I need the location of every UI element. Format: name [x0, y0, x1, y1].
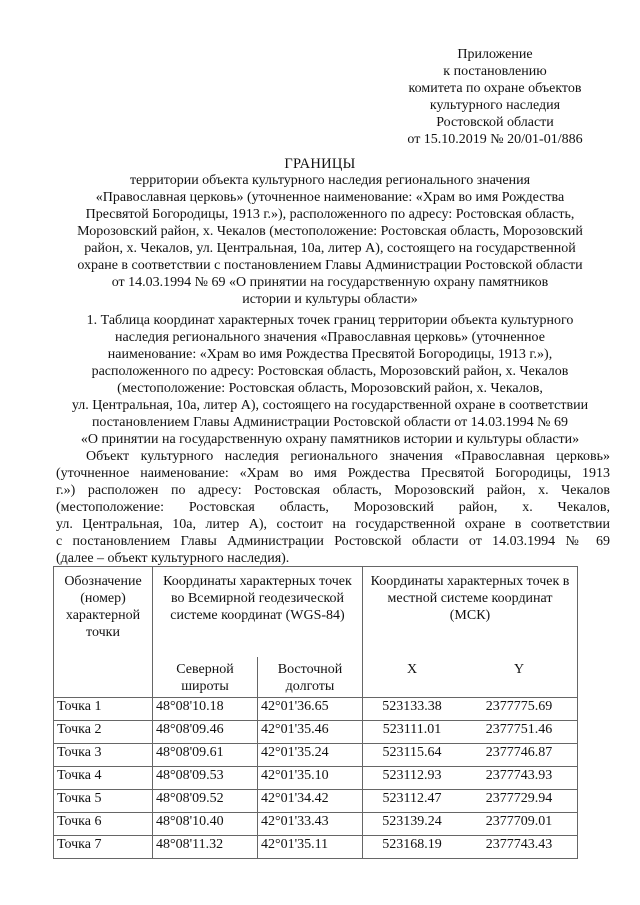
subtitle-line: охране в соответствии с постановлением Главы Администрации Ростовской области	[77, 258, 583, 273]
latitude-cell: 48°08'10.18	[153, 698, 258, 721]
point-name-cell: Точка 3	[54, 744, 153, 767]
paragraph-line: (далее – объект культурного наследия).	[56, 551, 290, 566]
x-coordinate-cell: 523139.24	[363, 813, 462, 836]
header-longitude: Восточной долготы	[258, 657, 363, 698]
table-row	[54, 813, 578, 836]
latitude-cell: 48°08'10.40	[153, 813, 258, 836]
longitude-cell: 42°01'33.43	[258, 813, 363, 836]
latitude-cell: 48°08'09.61	[153, 744, 258, 767]
point-name-cell: Точка 2	[54, 721, 153, 744]
section-line: (местоположение: Ростовская область, Морозовский район, х. Чекалов,	[117, 381, 543, 396]
subtitle-line: от 14.03.1994 № 69 «О принятии на государственную охрану памятников	[111, 275, 549, 290]
longitude-cell: 42°01'35.24	[258, 744, 363, 767]
y-coordinate-cell: 2377729.94	[461, 790, 578, 813]
longitude-cell: 42°01'35.11	[258, 836, 363, 859]
section-line: наименование: «Храм во имя Рождества Пресвятой Богородицы, 1913 г.»),	[107, 347, 553, 362]
table-row	[54, 836, 578, 859]
header-point-id: Обозначение (номер) характерной точки	[54, 567, 153, 698]
x-coordinate-cell: 523112.93	[363, 767, 462, 790]
appendix-line: Приложение	[457, 47, 533, 62]
longitude-cell: 42°01'36.65	[258, 698, 363, 721]
section-line: «О принятии на государственную охрану памятников истории и культуры области»	[80, 432, 580, 447]
appendix-line: культурного наследия	[429, 98, 561, 113]
document-subtitle	[50, 172, 610, 308]
subtitle-line: территории объекта культурного наследия регионального значения	[129, 173, 531, 188]
longitude-cell: 42°01'35.10	[258, 767, 363, 790]
point-name-cell: Точка 4	[54, 767, 153, 790]
subtitle-line: «Православная церковь» (уточненное наименование: «Храм во имя Рождества	[95, 190, 565, 205]
longitude-cell: 42°01'35.46	[258, 721, 363, 744]
subtitle-line: Пресвятой Богородицы, 1913 г.»), расположенного по адресу: Ростовская область,	[85, 207, 575, 222]
point-name-cell: Точка 5	[54, 790, 153, 813]
y-coordinate-cell: 2377709.01	[461, 813, 578, 836]
paragraph-line: с постановлением Главы Администрации Ростовской области от 14.03.1994 № 69	[56, 534, 610, 549]
point-name-cell: Точка 6	[54, 813, 153, 836]
x-coordinate-cell: 523112.47	[363, 790, 462, 813]
paragraph-line: (уточненное наименование: «Храм во имя Рождества Пресвятой Богородицы, 1913	[56, 466, 610, 481]
header-x: X	[363, 657, 462, 698]
appendix-line: Ростовской области	[436, 115, 554, 130]
table-row	[54, 721, 578, 744]
x-coordinate-cell: 523111.01	[363, 721, 462, 744]
section-line: расположенного по адресу: Ростовская область, Морозовский район, х. Чекалов	[91, 364, 569, 379]
body-paragraph	[56, 448, 610, 567]
y-coordinate-cell: 2377746.87	[461, 744, 578, 767]
section-line: постановлением Главы Администрации Ростовской области от 14.03.1994 № 69	[91, 415, 569, 430]
paragraph-line: (местоположение: Ростовская область, Морозовский район, х. Чекалов,	[56, 500, 610, 515]
table-row	[54, 790, 578, 813]
table-row	[54, 767, 578, 790]
header-y: Y	[461, 657, 578, 698]
point-name-cell: Точка 7	[54, 836, 153, 859]
table-row	[54, 744, 578, 767]
subtitle-line: район, х. Чекалов, ул. Центральная, 10а, литер А), состоящего на государственной	[84, 241, 576, 256]
section-line: наследия регионального значения «Православная церковь» (уточненное	[115, 330, 545, 345]
y-coordinate-cell: 2377743.93	[461, 767, 578, 790]
paragraph-line: г.») расположен по адресу: Ростовская область, Морозовский район, х. Чекалов	[56, 483, 610, 498]
latitude-cell: 48°08'11.32	[153, 836, 258, 859]
section-line: ул. Центральная, 10а, литер А), состоящего на государственной охране в соответствии	[71, 398, 589, 413]
header-msk: Координаты характерных точек в местной системе координат (МСК)	[363, 567, 578, 658]
appendix-line: комитета по охране объектов	[408, 81, 582, 96]
y-coordinate-cell: 2377775.69	[461, 698, 578, 721]
table-row	[54, 698, 578, 721]
subtitle-line: Морозовский район, х. Чекалов (местоположение: Ростовская область, Морозовский	[77, 224, 583, 239]
section-heading	[40, 312, 620, 448]
appendix-line: к постановлению	[443, 64, 547, 79]
latitude-cell: 48°08'09.53	[153, 767, 258, 790]
subtitle-line: истории и культуры области»	[242, 292, 418, 307]
y-coordinate-cell: 2377743.43	[461, 836, 578, 859]
coordinates-table	[53, 566, 578, 859]
appendix-block	[380, 46, 610, 148]
x-coordinate-cell: 523115.64	[363, 744, 462, 767]
document-title: ГРАНИЦЫ	[284, 156, 356, 172]
longitude-cell: 42°01'34.42	[258, 790, 363, 813]
paragraph-line: Объект культурного наследия регионального значения «Православная церковь»	[86, 449, 610, 464]
appendix-line: от 15.10.2019 № 20/01-01/886	[407, 132, 583, 147]
latitude-cell: 48°08'09.52	[153, 790, 258, 813]
point-name-cell: Точка 1	[54, 698, 153, 721]
latitude-cell: 48°08'09.46	[153, 721, 258, 744]
header-latitude: Северной широты	[153, 657, 258, 698]
x-coordinate-cell: 523168.19	[363, 836, 462, 859]
y-coordinate-cell: 2377751.46	[461, 721, 578, 744]
paragraph-line: ул. Центральная, 10а, литер А), состоит на государственной охране в соответствии	[56, 517, 610, 532]
header-wgs84: Координаты характерных точек во Всемирной геодезической системе координат (WGS-84)	[153, 567, 363, 658]
section-line: 1. Таблица координат характерных точек границ территории объекта культурного	[86, 313, 574, 328]
x-coordinate-cell: 523133.38	[363, 698, 462, 721]
